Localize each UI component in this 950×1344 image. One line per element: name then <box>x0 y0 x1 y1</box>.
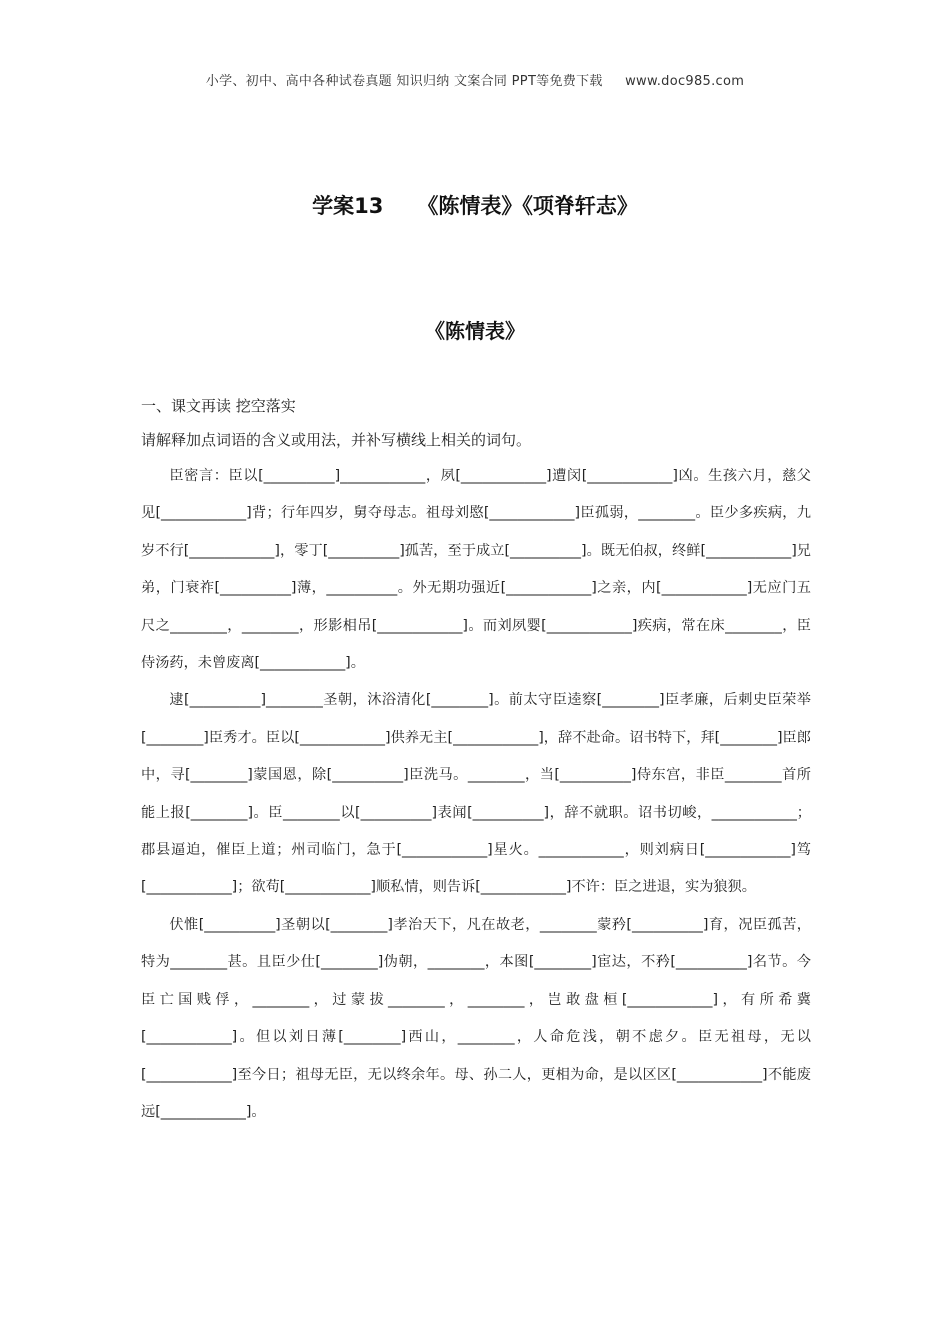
paragraph-2: 逮[__________]________圣朝，沐浴清化[________]。前太守臣逵察[________]臣孝廉，后刺史臣荣举[________]臣秀才。臣以[____________]供养无主[____________]，辞不赴命。诏书特下，拜[________]臣郎中，寻[________]蒙国恩，除[__________]臣洗马。________，当[__________]侍东宫，非臣________首所能上报[________]。臣________以[__________]表闻[__________]，辞不就职。诏书切峻，____________；郡县逼迫，催臣上道；州司临门，急于[____________]星火。____________，则刘病日[____________]笃[____________]；欲苟[____________]顺私情，则告诉[____________]不许：臣之进退，实为狼狈。 <box>141 692 811 896</box>
title-texts: 《陈情表》《项脊轩志》 <box>417 194 638 218</box>
paragraph-1: 臣密言：臣以[__________]____________，夙[____________]遭闵[____________]凶。生孩六月，慈父见[____________]背；行年四岁，舅夺母志。祖母刘愍[____________]臣孤弱，________。臣少多疾病，九岁不行[____________]，零丁[__________]孤苦，至于成立[__________]。既无伯叔，终鲜[____________]兄弟，门衰祚[__________]薄，__________。外无期功强近[____________]之亲，内[____________]无应门五尺之________，________，形影相吊[____________]。而刘夙婴[____________]疾病，常在床________，臣侍汤药，未曾废离[____________]。 <box>141 468 811 672</box>
header-url[interactable]: www.doc985.com <box>625 74 745 89</box>
header-text: 小学、初中、高中各种试卷真题 知识归纳 文案合同 PPT等免费下载 <box>205 74 603 89</box>
passage-body <box>141 458 811 1131</box>
section-heading: 一、课文再读 挖空落实 <box>141 397 296 415</box>
page-header <box>0 70 950 89</box>
title-lesson: 学案13 <box>312 194 384 218</box>
page-title <box>0 190 950 220</box>
paragraph-3: 伏惟[__________]圣朝以[________]孝治天下，凡在故老，________蒙矜[__________]育，况臣孤苦，特为________甚。且臣少仕[________]伪朝，________，本图[________]宦达，不矜[__________]名节。今臣亡国贱俘，________，过蒙拔________，________，岂敢盘桓[____________]，有所希冀[____________]。但以刘日薄[________]西山，________，人命危浅，朝不虑夕。臣无祖母，无以[____________]至今日；祖母无臣，无以终余年。母、孙二人，更相为命，是以区区[____________]不能废远[____________]。 <box>141 916 811 1120</box>
instruction-text: 请解释加点词语的含义或用法，并补写横线上相关的词句。 <box>141 431 532 449</box>
section-title: 《陈情表》 <box>425 319 525 343</box>
